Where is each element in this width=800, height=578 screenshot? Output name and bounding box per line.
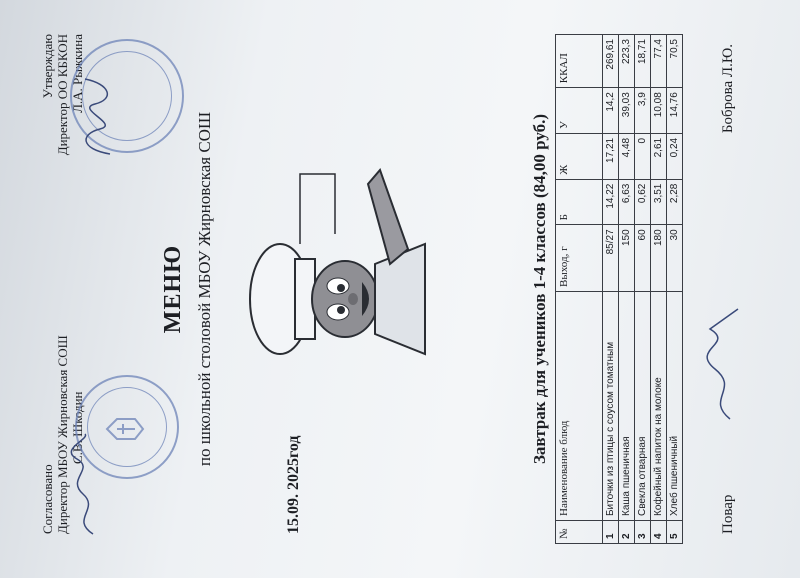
dish-kcal: 269,61	[603, 35, 619, 88]
dish-kcal: 70,5	[667, 35, 683, 88]
col-carbs-header: У	[556, 88, 603, 134]
dish-carbs: 10,08	[651, 88, 667, 134]
cook-label: Повар	[720, 494, 736, 534]
approval-right-signer: Л.А. Рыжкина	[70, 34, 85, 113]
row-number: 1	[603, 521, 619, 544]
chef-illustration-icon	[240, 154, 430, 384]
dish-kcal: 18,71	[635, 35, 651, 88]
dish-carbs: 14,2	[603, 88, 619, 134]
table-row	[603, 35, 619, 544]
page-title: МЕНЮ	[160, 244, 186, 334]
dish-carbs: 3,9	[635, 88, 651, 134]
dish-weight: 30	[667, 225, 683, 292]
table-row	[635, 35, 651, 544]
dish-kcal: 77,4	[651, 35, 667, 88]
dish-protein: 6,63	[619, 179, 635, 225]
dish-fat: 0,24	[667, 133, 683, 179]
dish-fat: 17,21	[603, 133, 619, 179]
meal-title: Завтрак для учеников 1-4 классов (84,00 руб.)	[530, 113, 549, 465]
dish-name: Кофейный напиток на молоке	[651, 292, 667, 521]
dish-kcal: 223,3	[619, 35, 635, 88]
col-fat-header: Ж	[556, 133, 603, 179]
table-row	[651, 35, 667, 544]
approval-left-heading: Согласовано	[40, 464, 55, 534]
dish-weight: 85/27	[603, 225, 619, 292]
dish-weight: 150	[619, 225, 635, 292]
dish-fat: 0	[635, 133, 651, 179]
menu-table	[555, 34, 683, 544]
dish-weight: 180	[651, 225, 667, 292]
approval-right-heading: Утверждаю	[40, 34, 55, 99]
dish-name: Хлеб пшеничный	[667, 292, 683, 521]
approval-left-signer: С.В. Шкодин	[70, 391, 85, 464]
cook-signature	[700, 304, 745, 424]
row-number: 4	[651, 521, 667, 544]
table-row	[667, 35, 683, 544]
dish-protein: 2,28	[667, 179, 683, 225]
dish-name: Каша пшеничная	[619, 292, 635, 521]
dish-carbs: 39,03	[619, 88, 635, 134]
row-number: 3	[635, 521, 651, 544]
approval-right-position: Директор ОО КБКОН	[55, 34, 70, 156]
table-header-row	[556, 35, 603, 544]
col-kcal-header: ККАЛ	[556, 35, 603, 88]
col-dish-header: Наименование блюд	[556, 292, 603, 521]
row-number: 5	[667, 521, 683, 544]
cook-name: Боброва Л.Ю.	[720, 44, 736, 134]
dish-protein: 3,51	[651, 179, 667, 225]
table-row	[619, 35, 635, 544]
col-protein-header: Б	[556, 179, 603, 225]
director-right-signature	[70, 74, 120, 164]
menu-date: 15.09. 2025год	[285, 435, 302, 534]
page-subtitle: по школьной столовой МБОУ Жирновская СОШ	[195, 111, 214, 467]
dish-name: Биточки из птицы с соусом томатным	[603, 292, 619, 521]
dish-fat: 4,48	[619, 133, 635, 179]
dish-fat: 2,61	[651, 133, 667, 179]
col-number-header: №	[556, 521, 603, 544]
menu-sheet	[10, 4, 790, 574]
dish-protein: 0,62	[635, 179, 651, 225]
dish-weight: 60	[635, 225, 651, 292]
director-left-signature	[65, 429, 105, 539]
row-number: 2	[619, 521, 635, 544]
dish-protein: 14,22	[603, 179, 619, 225]
dish-carbs: 14,76	[667, 88, 683, 134]
dish-name: Свекла отварная	[635, 292, 651, 521]
approval-left-position: Директор МБОУ Жирновская СОШ	[55, 335, 70, 534]
col-weight-header: Выход, г	[556, 225, 603, 292]
